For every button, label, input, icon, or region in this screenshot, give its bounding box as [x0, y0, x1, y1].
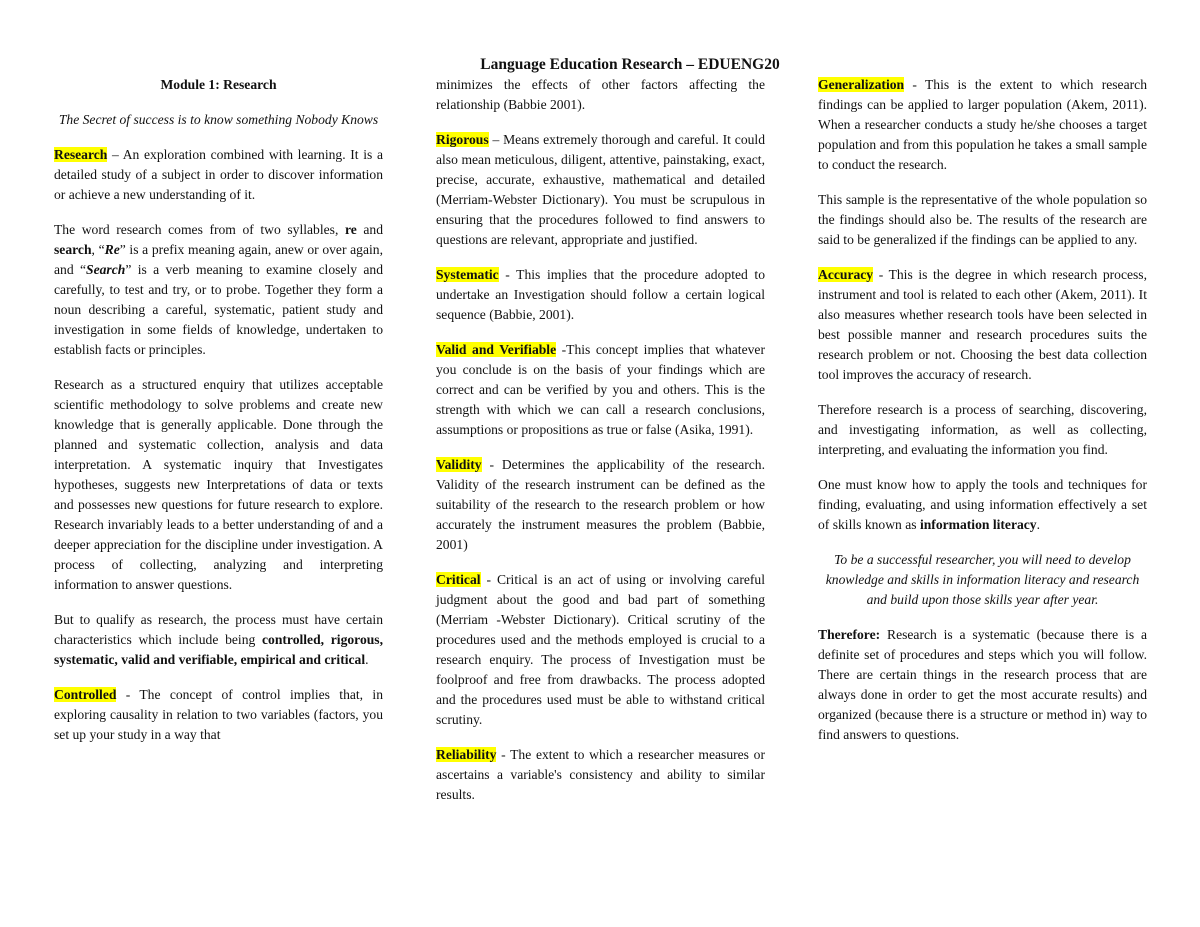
accuracy-term: Accuracy — [818, 267, 874, 282]
controlled-continuation: minimizes the effects of other factors affecting the relationship (Babbie 2001). — [436, 77, 765, 112]
accuracy-definition — [818, 265, 1147, 385]
information-literacy-term: information literacy — [919, 517, 1037, 532]
etymology-text-e: ” is a verb meaning to examine closely and carefully, to test and try, or to probe. Together they form a noun describing a careful, systematic, patient study and investigation in some fields of knowledge, undertaken to establish facts or principles. — [54, 262, 383, 357]
validity-def-text: - Determines the applicability of the research. Validity of the research instrument can be defined as the suitability of the research to the research problem or how accurately the instrument measures the problem (Babbie, 2001) — [436, 457, 765, 552]
information-literacy-text: One must know how to apply the tools and techniques for finding, evaluating, and using information effectively a set of skills known as — [818, 477, 1147, 532]
information-literacy-paragraph — [818, 475, 1147, 535]
controlled-def-text: - The concept of control implies that, in exploring causality in relation to two variables (factors, you set up your study in a way that — [54, 687, 383, 742]
research-def-text: – An exploration combined with learning. It is a detailed study of a subject in order to discover information or achieve a new understanding of it. — [54, 147, 383, 202]
module-title: Module 1: Research — [160, 77, 277, 92]
characteristics-end: . — [365, 652, 369, 667]
valid-verifiable-definition — [436, 340, 765, 440]
systematic-definition — [436, 265, 765, 325]
characteristics-text: But to qualify as research, the process must have certain characteristics which include being — [54, 612, 383, 647]
controlled-definition — [54, 685, 383, 745]
sample-paragraph: This sample is the representative of the whole population so the findings should also be. The results of the research are said to be generalized if the findings can be applied to any. — [818, 192, 1147, 247]
rigorous-def-text: – Means extremely thorough and careful. It could also mean meticulous, diligent, attentive, painstaking, exact, precise, accurate, exhaustive, mathematical and detailed (Merriam-Webster Dictionary). You must be scrupulous in ensuring that the procedures followed to find answers to questions are relevant, appropriate and justified. — [436, 132, 765, 247]
research-term: Research — [54, 147, 108, 162]
controlled-term: Controlled — [54, 687, 117, 702]
etymology-text-a: The word research comes from of two syllables, — [54, 222, 345, 237]
etymology-search-italic: Search — [86, 262, 126, 277]
systematic-def-text: - This implies that the procedure adopted to undertake an Investigation should follow a certain logical sequence (Babbie, 2001). — [436, 267, 765, 322]
therefore-paragraph: Therefore research is a process of searching, discovering, and investigating information, as well as collecting, interpreting, and evaluating the information you find. — [818, 402, 1147, 457]
left-column — [54, 75, 383, 760]
conclusion-text: Research is a systematic (because there is a definite set of procedures and steps which you will follow. There are certain things in the research process that are always done in order to get the most accurate results) and organized (because there is a structure or method in) way to find answers to questions. — [818, 627, 1147, 742]
generalization-definition — [818, 75, 1147, 175]
etymology-search: search — [54, 242, 92, 257]
validity-term: Validity — [436, 457, 482, 472]
etymology-text-b: and — [356, 222, 384, 237]
reliability-def-text: - The extent to which a researcher measures or ascertains a variable's consistency and ability to similar results. — [436, 747, 765, 802]
information-literacy-end: . — [1036, 517, 1041, 532]
systematic-term: Systematic — [436, 267, 499, 282]
motto-quote: The Secret of success is to know something Nobody Knows — [58, 112, 379, 127]
etymology-text-d: ” is a prefix meaning again, anew or over again, and “ — [54, 242, 383, 277]
characteristics-list: controlled, rigorous, systematic, valid and verifiable, empirical and critical — [54, 632, 383, 667]
research-definition — [54, 145, 383, 205]
accuracy-def-text: - This is the degree in which research process, instrument and tool is related to each other (Akem, 2011). It also measures whether research tools have been selected in best possible manner and research procedures suits the research problem or not. Choosing the best data collection tool improves the accuracy of research. — [818, 267, 1147, 382]
etymology-re: re — [344, 222, 357, 237]
researcher-quote: To be a successful researcher, you will need to develop knowledge and skills in information literacy and research and build upon those skills year after year. — [825, 552, 1140, 607]
critical-definition — [436, 570, 765, 730]
structured-enquiry-paragraph: Research as a structured enquiry that utilizes acceptable scientific methodology to solve problems and create new knowledge that is generally applicable. Done through the planned and systematic collection, analysis and data interpretation. A systematic inquiry that Investigates hypotheses, suggests new Interpretations of data or texts and possesses new questions for future research to explore. Research invariably leads to a better understanding of and a deeper appreciation for the discipline under investigation. A process of collecting, analyzing and interpreting information to answer questions. — [54, 377, 383, 592]
critical-term: Critical — [436, 572, 481, 587]
critical-def-text: - Critical is an act of using or involving careful judgment about the good and bad part of something (Merriam -Webster Dictionary). Critical scrutiny of the procedures used and the methods employed is crucial to a research enquiry. The process of Investigation must be foolproof and free from drawbacks. The process adopted and the procedures used must be able to withstand critical scrutiny. — [436, 572, 765, 727]
conclusion-paragraph — [818, 625, 1147, 745]
reliability-term: Reliability — [436, 747, 497, 762]
rigorous-term: Rigorous — [436, 132, 489, 147]
rigorous-definition — [436, 130, 765, 250]
generalization-term: Generalization — [818, 77, 905, 92]
middle-column — [436, 75, 765, 820]
page-header: Language Education Research – EDUENG20 — [480, 56, 780, 73]
reliability-definition — [436, 745, 765, 805]
valid-verifiable-def-text: -This concept implies that whatever you conclude is on the basis of your findings which are correct and can be verified by you and others. This is the strength with which we can call a research conclusions, assumptions or propositions as true or false (Asika, 1991). — [436, 342, 765, 437]
right-column — [818, 75, 1147, 760]
etymology-re-italic: Re — [104, 242, 120, 257]
characteristics-paragraph — [54, 610, 383, 670]
valid-verifiable-term: Valid and Verifiable — [436, 342, 557, 357]
conclusion-label: Therefore: — [818, 627, 881, 642]
validity-definition — [436, 455, 765, 555]
etymology-text-c: , “ — [91, 242, 105, 257]
etymology-paragraph — [54, 220, 383, 360]
generalization-def-text: - This is the extent to which research findings can be applied to larger population (Akem, 2011). When a researcher conducts a study he/she chooses a target population and from this population he takes a small sample to conduct the research. — [818, 77, 1147, 172]
